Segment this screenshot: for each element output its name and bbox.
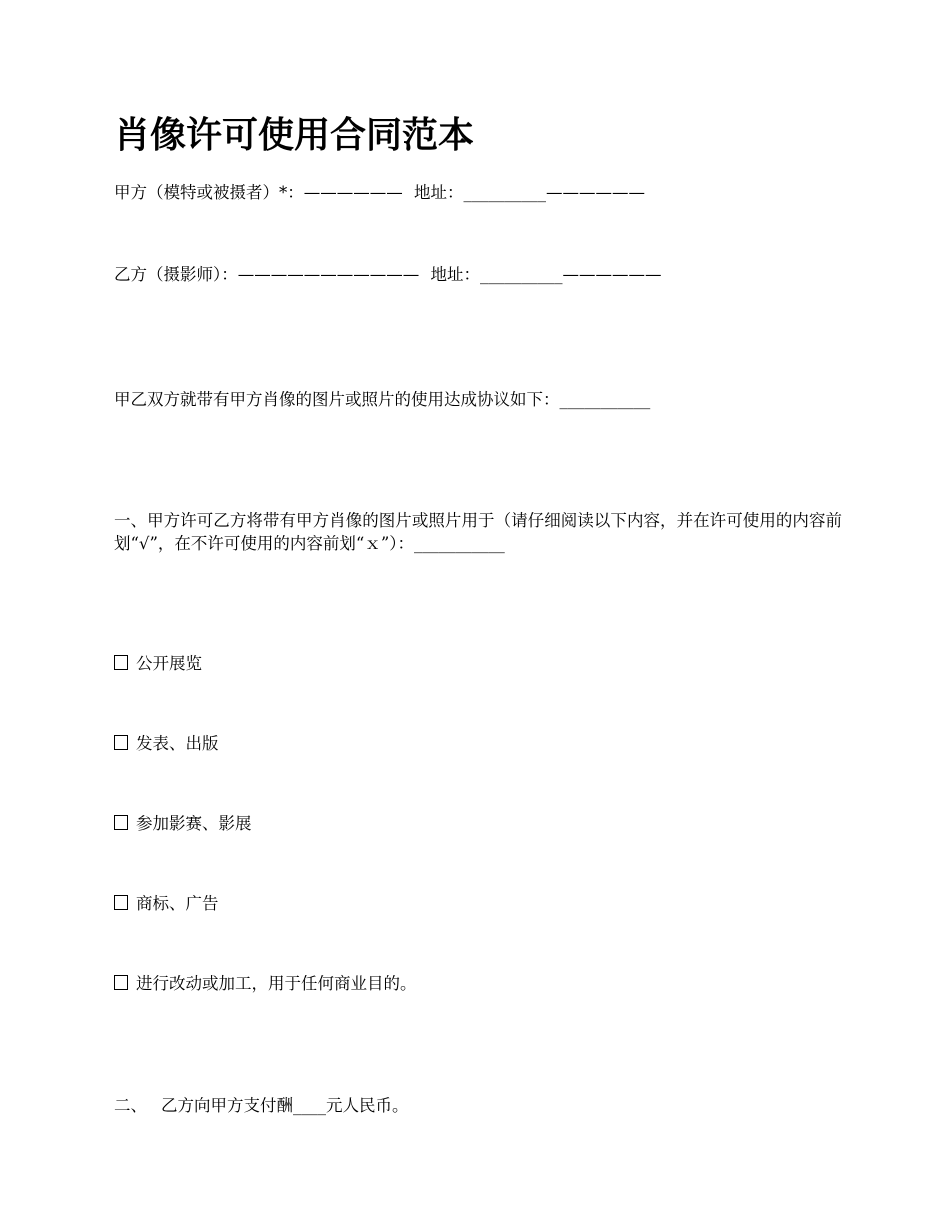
usage-option-advertising[interactable] <box>114 892 219 916</box>
party-a-address-label: 地址： <box>414 183 464 202</box>
party-b-address-label: 地址： <box>430 265 480 284</box>
party-a-name-blank: —————— <box>303 183 403 202</box>
checkbox-icon[interactable] <box>114 895 128 910</box>
agreement-intro: 甲乙双方就带有甲方肖像的图片或照片的使用达成协议如下：___________ <box>114 390 651 409</box>
party-b-line <box>114 263 662 287</box>
clause-2-text: 乙方向甲方支付酬____元人民币。 <box>161 1096 409 1115</box>
checkbox-icon[interactable] <box>114 655 128 670</box>
usage-option-competition[interactable] <box>114 812 252 836</box>
checkbox-icon[interactable] <box>114 975 128 990</box>
clause-2-line <box>114 1094 409 1118</box>
party-a-label: 甲方（模特或被摄者）*： <box>114 183 304 202</box>
party-b-label: 乙方（摄影师）： <box>114 265 238 284</box>
usage-option-label: 参加影赛、影展 <box>136 814 252 833</box>
usage-option-label: 商标、广告 <box>136 894 219 913</box>
usage-option-commercial-modification[interactable] <box>114 972 417 996</box>
checkbox-icon[interactable] <box>114 735 128 750</box>
clause-1-text: 一、甲方许可乙方将带有甲方肖像的图片或照片用于（请仔细阅读以下内容，并在许可使用的内容前划“√”，在不许可使用的内容前划“ｘ”）：___________ <box>114 511 842 553</box>
document-title: 肖像许可使用合同范本 <box>114 115 475 156</box>
usage-option-label: 公开展览 <box>136 654 202 673</box>
party-b-address-blank: __________—————— <box>480 265 662 284</box>
usage-option-exhibition[interactable] <box>114 652 202 676</box>
clause-2-number: 二、 <box>114 1096 147 1115</box>
usage-option-label: 发表、出版 <box>136 734 219 753</box>
party-b-name-blank: ——————————— <box>237 265 420 284</box>
party-a-address-blank: __________—————— <box>463 183 645 202</box>
party-a-line <box>114 181 645 205</box>
usage-option-label: 进行改动或加工，用于任何商业目的。 <box>136 974 417 993</box>
usage-option-publication[interactable] <box>114 732 219 756</box>
checkbox-icon[interactable] <box>114 815 128 830</box>
